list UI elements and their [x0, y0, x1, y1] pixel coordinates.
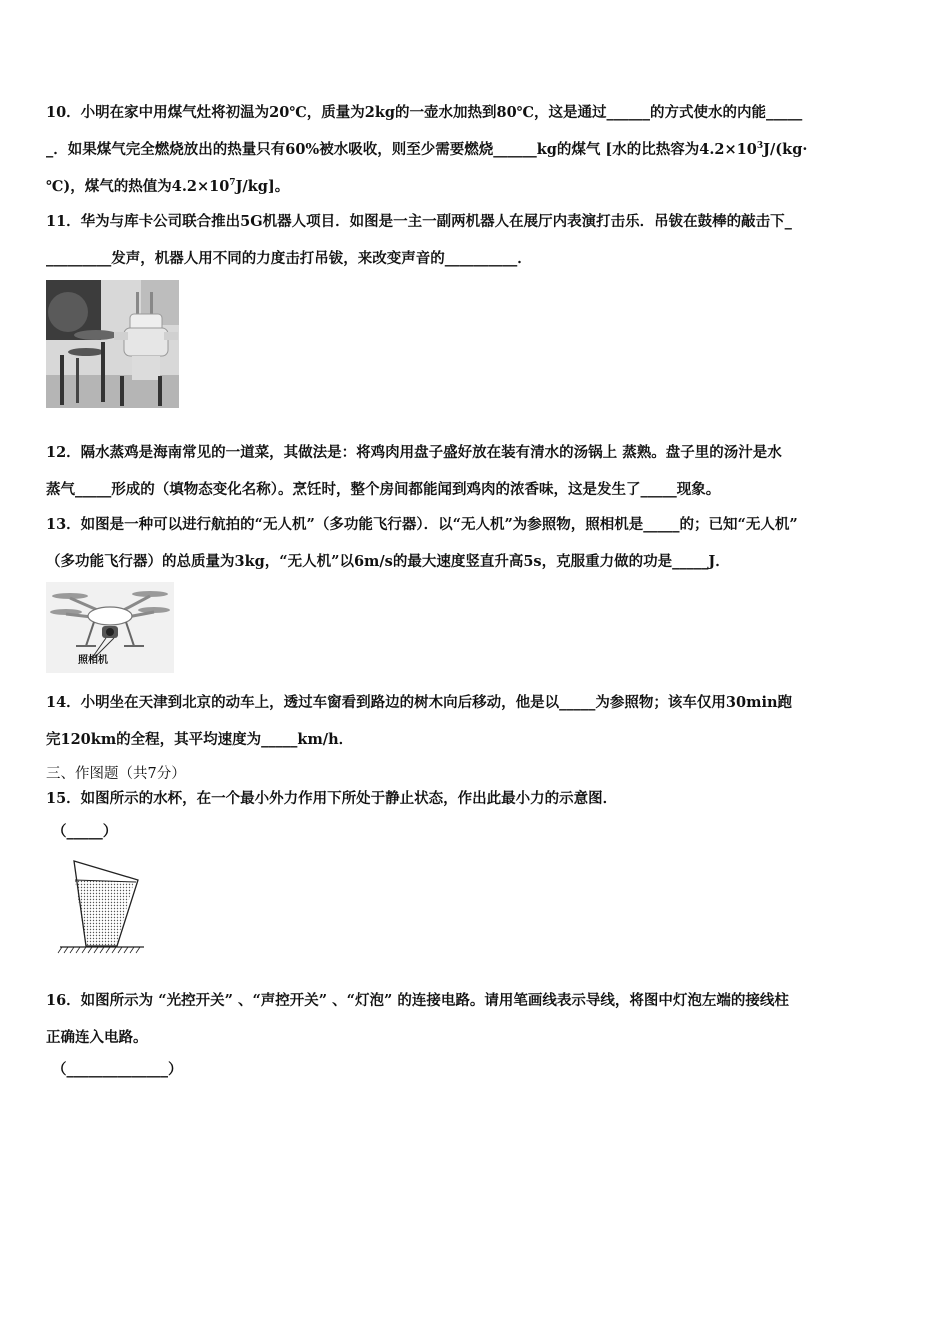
q10-line-3: ℃)，煤气的热值为$4.2\times 10^7J/kg$]。	[46, 178, 290, 195]
q10-line-2: _．如果煤气完全燃烧放出的热量只有60%被水吸收，则至少需要燃烧______kg的煤气 [水的比热容为$4.2\times 10^3J/(kg\cdot$	[46, 141, 808, 158]
q11-line-1: 11．华为与库卡公司联合推出5G机器人项目．如图是一主一副两机器人在展厅内表演打击乐．吊钹在鼓棒的敲击下_	[46, 213, 792, 230]
question-10	[46, 94, 908, 205]
robot-drum-illustration	[46, 280, 179, 408]
question-13	[46, 506, 908, 580]
question-12	[46, 434, 908, 508]
camera-label: 照相机	[78, 655, 108, 666]
tilted-cup-diagram	[56, 856, 146, 956]
question-16	[46, 982, 908, 1056]
robot-drum-photo	[46, 280, 179, 408]
q11-line-2: _________发声，机器人用不同的力度击打吊钹，来改变声音的__________．	[46, 250, 532, 267]
q12-line-2: 蒸气_____形成的（填物态变化名称）。烹饪时，整个房间都能闻到鸡肉的浓香味，这是发生了_____现象。	[46, 481, 721, 498]
q16-answer-blank: （______________）	[52, 1061, 183, 1078]
question-15	[46, 787, 908, 811]
drone-photo	[46, 582, 174, 673]
q15-line-1: 15．如图所示的水杯，在一个最小外力作用下所处于静止状态，作出此最小力的示意图．	[46, 790, 618, 807]
question-14	[46, 684, 908, 758]
q14-line-2: 完120km的全程，其平均速度为_____km/h．	[46, 731, 354, 748]
cup-illustration	[56, 856, 146, 956]
q12-line-1: 12．隔水蒸鸡是海南常见的一道菜，其做法是：将鸡肉用盘子盛好放在装有清水的汤锅上 蒸熟。盘子里的汤汁是水	[46, 444, 782, 461]
q16-line-1: 16．如图所示为 “光控开关” 、“声控开关” 、“灯泡” 的连接电路。请用笔画线表示导线，将图中灯泡左端的接线柱	[46, 992, 789, 1009]
q10-line-1: 10．小明在家中用煤气灶将初温为20℃，质量为2kg的一壶水加热到80℃，这是通过______的方式使水的内能_____	[46, 104, 803, 121]
q15-answer-blank: （_____）	[52, 823, 118, 840]
q13-line-1: 13．如图是一种可以进行航拍的“无人机”（多功能飞行器）．以“无人机”为参照物，照相机是_____的；已知“无人机”	[46, 516, 798, 533]
q14-line-1: 14．小明坐在天津到北京的动车上，透过车窗看到路边的树木向后移动，他是以_____为参照物；该车仅用30min跑	[46, 694, 792, 711]
drone-illustration	[46, 582, 174, 673]
q16-line-2: 正确连入电路。	[46, 1029, 148, 1046]
q13-line-2: （多功能飞行器）的总质量为3kg，“无人机”以6m/s的最大速度竖直升高5s，克服重力做的功是_____J．	[46, 553, 730, 570]
section-3-title: 三、作图题（共7分）	[46, 766, 186, 782]
question-11	[46, 203, 908, 277]
